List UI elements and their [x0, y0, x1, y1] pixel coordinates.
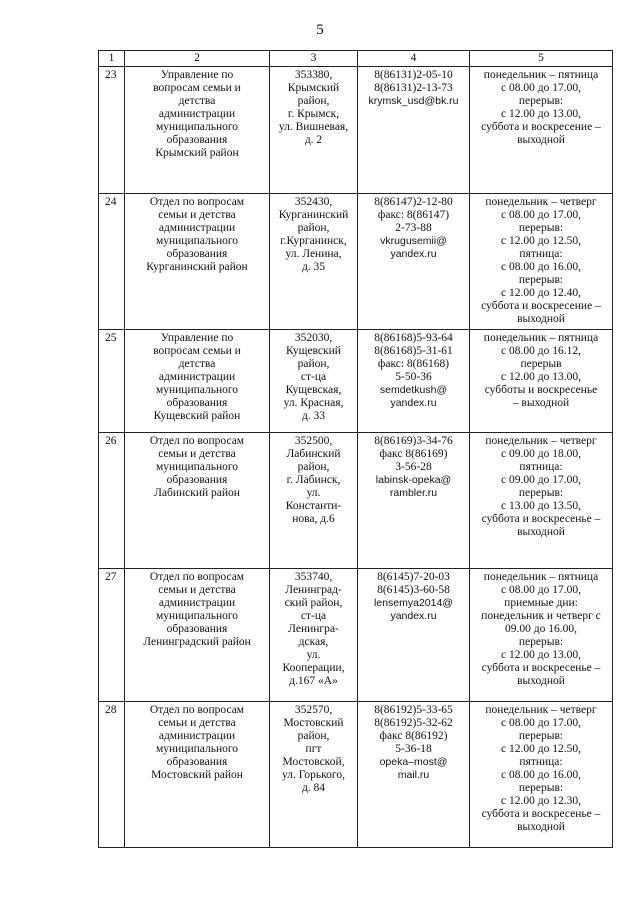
row-number: 23	[99, 67, 125, 194]
column-header: 4	[358, 51, 470, 67]
email: labinsk-opeka@ rambler.ru	[375, 474, 452, 499]
email: vkrugusemii@ yandex.ru	[380, 235, 447, 260]
table-header-row	[99, 51, 613, 67]
contacts-cell	[358, 194, 470, 330]
column-header: 2	[125, 51, 270, 67]
contacts-cell	[358, 569, 470, 702]
working-hours: понедельник – пятница с 08.00 до 16.12, перерыв с 12.00 до 13.00, субботы и воскресенье – выходной	[470, 330, 613, 433]
phones: 8(86192)5-33-65 8(86192)5-32-62 факс 8(86192) 5-36-18	[374, 704, 453, 755]
address: 352500, Лабинский район, г. Лабинск, ул. Константи- нова, д.6	[270, 433, 358, 569]
contacts-cell	[358, 433, 470, 569]
address: 352430, Курганинский район, г.Курганинск, ул. Ленина, д. 35	[270, 194, 358, 330]
organization-name: Отдел по вопросам семьи и детства администрации муниципального образования Курганинский район	[125, 194, 270, 330]
organization-name: Отдел по вопросам семьи и детства администрации муниципального образования Ленинградский район	[125, 569, 270, 702]
row-number: 27	[99, 569, 125, 702]
working-hours: понедельник – четверг с 09.00 до 18.00, пятница: с 09.00 до 17.00, перерыв: с 13.00 до 13.50, суббота и воскресенье – выходной	[470, 433, 613, 569]
organization-name: Отдел по вопросам семьи и детства администрации муниципального образования Мостовский район	[125, 702, 270, 848]
table-row	[99, 433, 613, 569]
row-number: 24	[99, 194, 125, 330]
phones: 8(86169)3-34-76 факс 8(86169) 3-56-28	[374, 435, 453, 473]
working-hours: понедельник – четверг с 08.00 до 17.00, перерыв: с 12.00 до 12.50, пятница: с 08.00 до 16.00, перерыв: с 12.00 до 12.40, суббота и воскресение – выходной	[470, 194, 613, 330]
column-header: 3	[270, 51, 358, 67]
row-number: 28	[99, 702, 125, 848]
contacts-cell	[358, 702, 470, 848]
column-header: 5	[470, 51, 613, 67]
table-row	[99, 330, 613, 433]
address: 352570, Мостовский район, пгт Мостовской, ул. Горького, д. 84	[270, 702, 358, 848]
phones: 8(86131)2-05-10 8(86131)2-13-73	[374, 69, 453, 94]
page-number: 5	[316, 22, 324, 38]
phones: 8(6145)7-20-03 8(6145)3-60-58	[377, 571, 450, 596]
contacts-cell	[358, 67, 470, 194]
address: 353380, Крымский район, г. Крымск, ул. Вишневая, д. 2	[270, 67, 358, 194]
contacts-cell	[358, 330, 470, 433]
working-hours: понедельник – пятница с 08.00 до 17.00, перерыв: с 12.00 до 13.00, суббота и воскресение – выходной	[470, 67, 613, 194]
phones: 8(86168)5-93-64 8(86168)5-31-61 факс: 8(86168) 5-50-36	[374, 332, 453, 383]
phones: 8(86147)2-12-80 факс: 8(86147) 2-73-88	[374, 196, 453, 234]
working-hours: понедельник – четверг с 08.00 до 17.00, перерыв: с 12.00 до 12.50, пятница: с 08.00 до 16.00, перерыв: с 12.00 до 12.30, суббота и воскресенье – выходной	[470, 702, 613, 848]
row-number: 26	[99, 433, 125, 569]
organization-name: Управление по вопросам семьи и детства администрации муниципального образования Крымский район	[125, 67, 270, 194]
table-row	[99, 194, 613, 330]
organization-name: Управление по вопросам семьи и детства администрации муниципального образования Кущевский район	[125, 330, 270, 433]
contacts-table	[98, 50, 613, 848]
table-row	[99, 569, 613, 702]
email: semdetkush@ yandex.ru	[379, 384, 448, 409]
email: opeka–most@ mail.ru	[379, 756, 448, 781]
working-hours: понедельник – пятница с 08.00 до 17.00, приемные дни: понедельник и четверг с 09.00 до 16.00, перерыв: с 12.00 до 13.00, суббота и воскресенье – выходной	[470, 569, 613, 702]
email: krymsk_usd@bk.ru	[368, 95, 459, 107]
address: 353740, Ленинград- ский район, ст-ца Ленингра- дская, ул. Кооперации, д.167 «А»	[270, 569, 358, 702]
table-row	[99, 702, 613, 848]
row-number: 25	[99, 330, 125, 433]
address: 352030, Кущевский район, ст-ца Кущевская, ул. Красная, д. 33	[270, 330, 358, 433]
column-header: 1	[99, 51, 125, 67]
email: lensemya2014@ yandex.ru	[374, 597, 453, 622]
table-row	[99, 67, 613, 194]
organization-name: Отдел по вопросам семьи и детства муниципального образования Лабинский район	[125, 433, 270, 569]
